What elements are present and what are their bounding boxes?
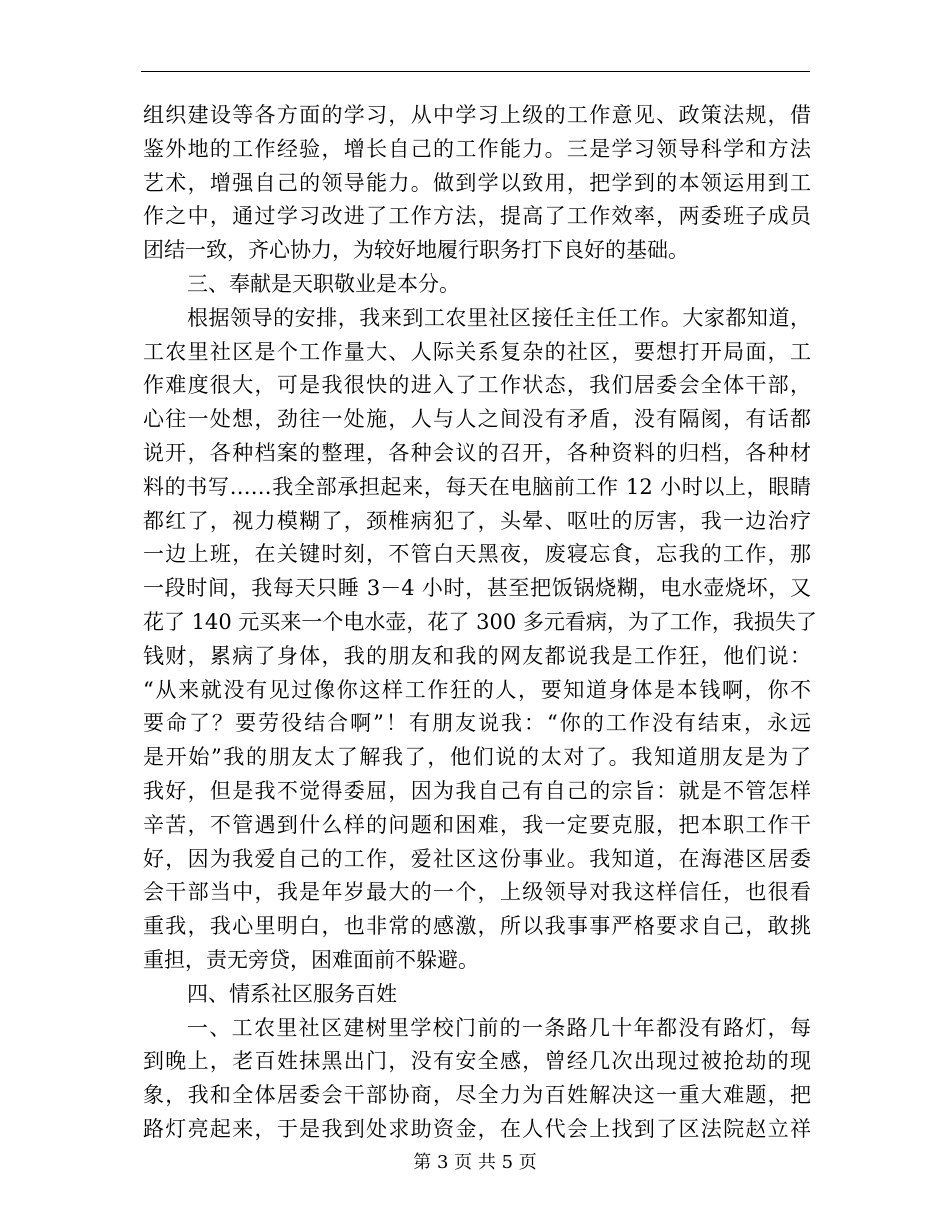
text-line: 作难度很大，可是我很快的进入了工作状态，我们居委会全体干部， bbox=[143, 373, 811, 398]
text-line: 作之中，通过学习改进了工作方法，提高了工作效率，两委班子成员 bbox=[143, 204, 811, 229]
text-line: 路灯亮起来，于是我到处求助资金，在人代会上找到了区法院赵立祥 bbox=[143, 1116, 811, 1141]
header-rule bbox=[141, 71, 810, 72]
text-line: 料的书写……我全部承担起来，每天在电脑前工作 12 小时以上，眼睛 bbox=[143, 474, 811, 499]
text-line: 一、工农里社区建树里学校门前的一条路几十年都没有路灯，每 bbox=[187, 1015, 811, 1040]
text-line: 象，我和全体居委会干部协商，尽全力为百姓解决这一重大难题，把 bbox=[143, 1083, 811, 1108]
text-line: 都红了，视力模糊了，颈椎病犯了，头晕、呕吐的厉害，我一边治疗 bbox=[143, 508, 811, 533]
text-line: 一段时间，我每天只睡 3－4 小时，甚至把饭锅烧糊，电水壶烧坏，又 bbox=[143, 576, 811, 601]
text-line: 是开始”我的朋友太了解我了，他们说的太对了。我知道朋友是为了 bbox=[143, 745, 811, 770]
text-line: 工农里社区是个工作量大、人际关系复杂的社区，要想打开局面，工 bbox=[143, 339, 811, 364]
text-line: 一边上班，在关键时刻，不管白天黑夜，废寝忘食，忘我的工作，那 bbox=[143, 542, 811, 567]
text-line: 我好，但是我不觉得委屈，因为我自己有自己的宗旨：就是不管怎样 bbox=[143, 778, 811, 803]
text-line: 重我，我心里明白，也非常的感激，所以我事事严格要求自己，敢挑 bbox=[143, 914, 811, 939]
text-line: 会干部当中，我是年岁最大的一个，上级领导对我这样信任，也很看 bbox=[143, 880, 811, 905]
text-line: “从来就没有见过像你这样工作狂的人，要知道身体是本钱啊，你不 bbox=[143, 677, 811, 702]
section-heading: 三、奉献是天职敬业是本分。 bbox=[187, 271, 460, 296]
text-line: 要命了？要劳役结合啊”！有朋友说我：“你的工作没有结束，永远 bbox=[143, 711, 811, 736]
text-line: 到晚上，老百姓抹黑出门，没有安全感，曾经几次出现过被抢劫的现 bbox=[143, 1049, 811, 1074]
section-heading: 四、情系社区服务百姓 bbox=[187, 981, 397, 1006]
text-line: 重担，责无旁贷，困难面前不躲避。 bbox=[143, 947, 479, 972]
text-line: 钱财，累病了身体，我的朋友和我的网友都说我是工作狂，他们说： bbox=[143, 643, 811, 668]
text-line: 根据领导的安排，我来到工农里社区接任主任工作。大家都知道， bbox=[187, 305, 811, 330]
text-line: 辛苦，不管遇到什么样的问题和困难，我一定要克服，把本职工作干 bbox=[143, 812, 811, 837]
text-line: 花了 140 元买来一个电水壶，花了 300 多元看病，为了工作，我损失了 bbox=[143, 609, 817, 634]
text-line: 说开，各种档案的整理，各种会议的召开，各种资料的归档，各种材 bbox=[143, 440, 811, 465]
text-line: 团结一致，齐心协力，为较好地履行职务打下良好的基础。 bbox=[143, 238, 689, 263]
text-line: 鉴外地的工作经验，增长自己的工作能力。三是学习领导科学和方法 bbox=[143, 136, 811, 161]
page-footer: 第 3 页 共 5 页 bbox=[413, 1152, 537, 1173]
text-line: 艺术，增强自己的领导能力。做到学以致用，把学到的本领运用到工 bbox=[143, 170, 811, 195]
document-body bbox=[143, 99, 817, 1147]
text-line: 组织建设等各方面的学习，从中学习上级的工作意见、政策法规，借 bbox=[143, 103, 811, 127]
text-line: 好，因为我爱自己的工作，爱社区这份事业。我知道，在海港区居委 bbox=[143, 846, 811, 871]
text-line: 心往一处想，劲往一处施，人与人之间没有矛盾，没有隔阂，有话都 bbox=[143, 407, 811, 432]
